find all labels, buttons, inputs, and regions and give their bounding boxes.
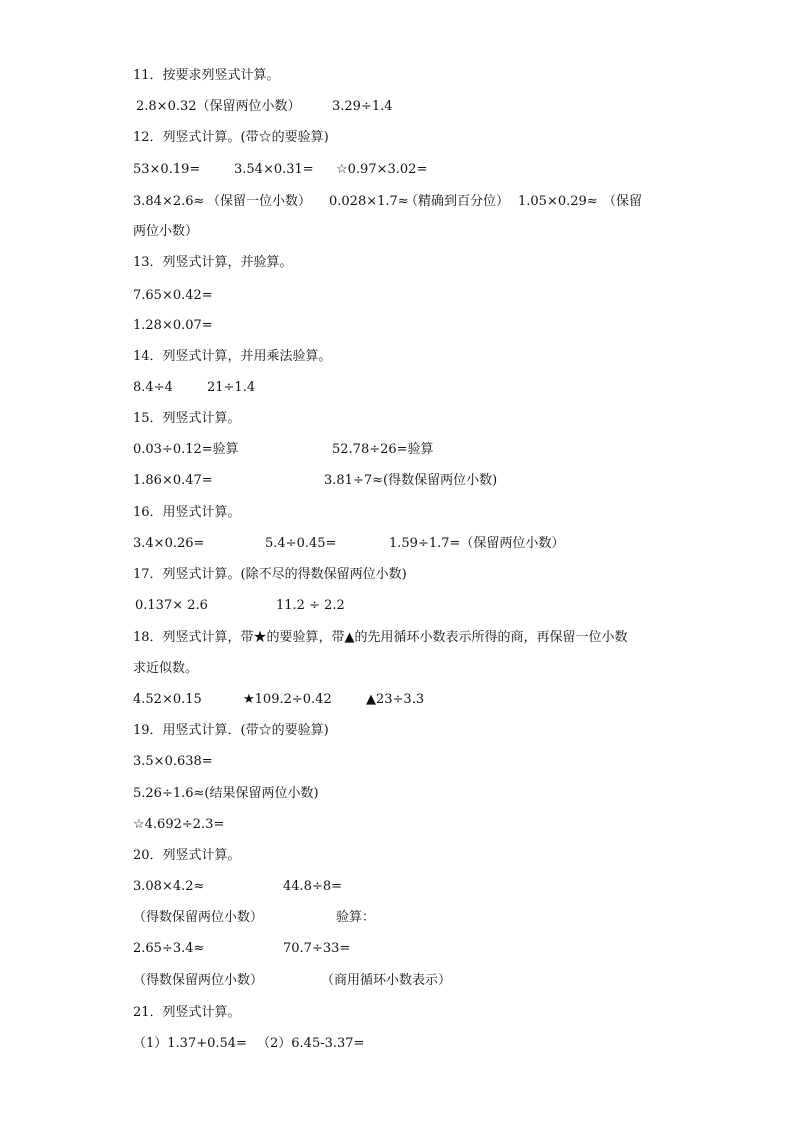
q11-problem-b: 3.29÷1.4 — [332, 99, 393, 114]
q11-problem-a: 2.8×0.32（保留两位小数） — [136, 99, 301, 114]
q20-note-e: （得数保留两位小数） — [133, 973, 264, 988]
q14-problem-a: 8.4÷4 — [133, 380, 173, 395]
q20-problem-e: 2.65÷3.4≈ — [133, 941, 205, 956]
q12-title: 12．列竖式计算。(带☆的要验算) — [133, 130, 329, 145]
q18-problem-c: ▲23÷3.3 — [366, 692, 425, 707]
q13-title: 13．列竖式计算，并验算。 — [133, 255, 293, 270]
q17-title: 17．列竖式计算。(除不尽的得数保留两位小数) — [133, 567, 407, 582]
q12-problem-f: 0.028×1.7≈ — [329, 194, 409, 209]
q20-problem-f: 70.7÷33= — [283, 941, 351, 956]
q18-title-cont: 求近似数。 — [133, 661, 199, 676]
q16-problem-a: 3.4×0.26= — [133, 536, 205, 551]
q21-title: 21．列竖式计算。 — [133, 1005, 241, 1020]
q18-title: 18．列竖式计算，带★的要验算，带▲的先用循环小数表示所得的商，再保留一位小数 — [133, 630, 628, 645]
q13-problem-a: 7.65×0.42= — [133, 288, 213, 303]
q16-problem-c: 1.59÷1.7=（保留两位小数） — [389, 536, 565, 551]
q20-problem-a: 3.08×4.2≈ — [133, 879, 205, 894]
q12-problem-a: 53×0.19= — [133, 162, 201, 177]
q12-row3: 两位小数） — [133, 224, 199, 239]
q21-problem-2: （2）6.45-3.37= — [257, 1036, 365, 1051]
q11-title: 11．按要求列竖式计算。 — [133, 68, 280, 83]
q19-problem-b: 5.26÷1.6≈(结果保留两位小数) — [133, 786, 319, 801]
q12-note-d: （保留一位小数） — [207, 194, 312, 209]
q15-problem-d: 3.81÷7≈(得数保留两位小数) — [324, 473, 498, 488]
q17-problem-b: 11.2 ÷ 2.2 — [276, 598, 345, 613]
q19-title: 19．用竖式计算．(带☆的要验算) — [133, 723, 329, 738]
q12-note-h: （保留 — [603, 194, 643, 209]
q15-problem-c: 1.86×0.47= — [133, 473, 213, 488]
q18-problem-b: ★109.2÷0.42 — [243, 692, 332, 707]
q15-title: 15．列竖式计算。 — [133, 411, 241, 426]
q20-note-f: （商用循环小数表示） — [321, 973, 452, 988]
q12-note-f: （精确到百分位） — [405, 194, 510, 209]
q14-problem-b: 21÷1.4 — [207, 380, 256, 395]
q20-verify-label: 验算： — [336, 910, 376, 925]
q19-problem-a: 3.5×0.638= — [133, 754, 213, 769]
q17-problem-a: 0.137× 2.6 — [135, 598, 208, 613]
q16-title: 16．用竖式计算。 — [133, 505, 241, 520]
q19-problem-c: ☆4.692÷2.3= — [133, 817, 225, 832]
q13-problem-b: 1.28×0.07= — [133, 318, 213, 333]
q20-title: 20．列竖式计算。 — [133, 848, 241, 863]
q12-problem-c: ☆0.97×3.02= — [336, 162, 428, 177]
q15-problem-b: 52.78÷26=验算 — [332, 442, 434, 457]
q15-problem-a: 0.03÷0.12=验算 — [133, 442, 239, 457]
q20-problem-b: 44.8÷8= — [283, 879, 343, 894]
q16-problem-b: 5.4÷0.45= — [265, 536, 337, 551]
q12-problem-h: 1.05×0.29≈ — [518, 194, 598, 209]
q14-title: 14．列竖式计算，并用乘法验算。 — [133, 349, 332, 364]
q12-problem-d: 3.84×2.6≈ — [133, 194, 205, 209]
q18-problem-a: 4.52×0.15 — [133, 692, 202, 707]
q20-note-a: （得数保留两位小数） — [133, 910, 264, 925]
q12-problem-b: 3.54×0.31= — [234, 162, 314, 177]
q21-problem-1: （1）1.37+0.54= — [133, 1036, 247, 1051]
